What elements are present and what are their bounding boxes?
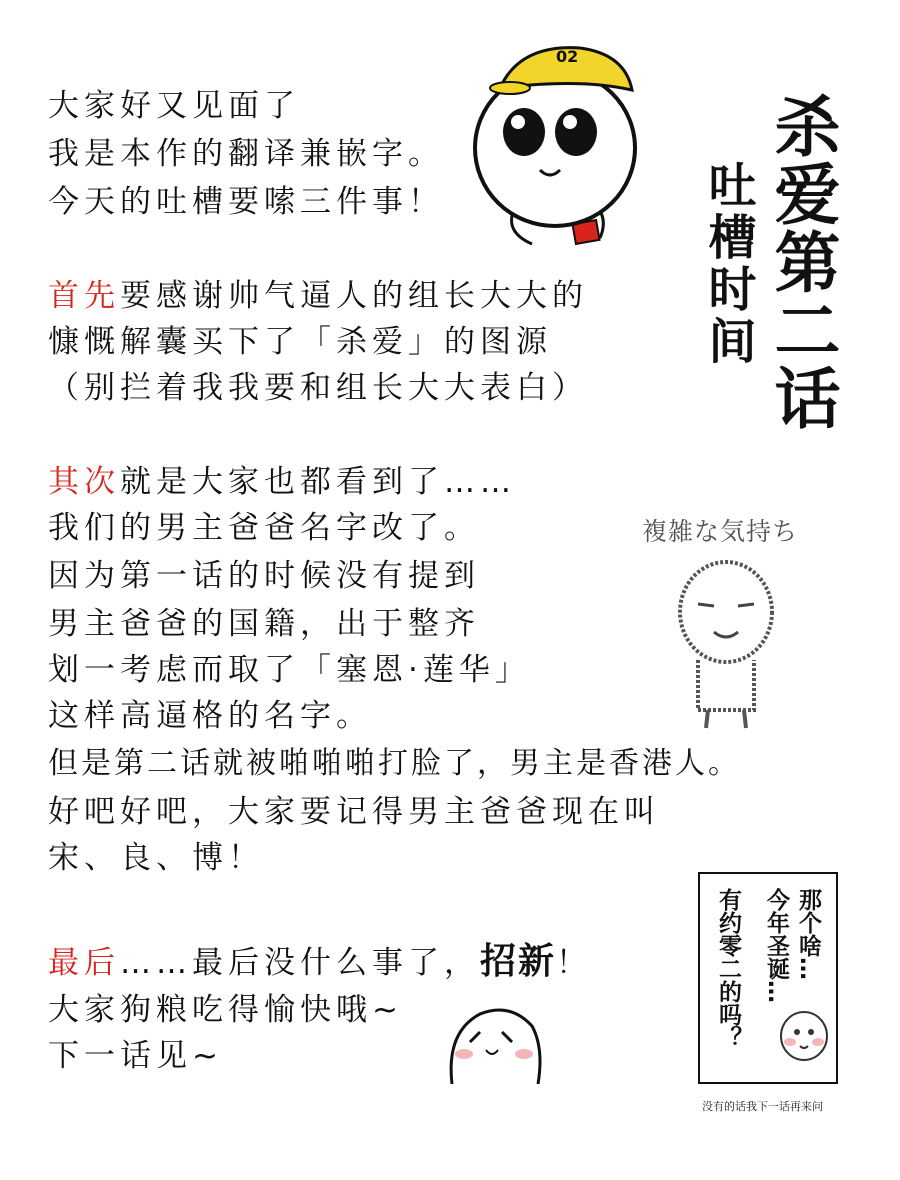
speech-note: 没有的话我下一话再来问 bbox=[702, 1100, 823, 1113]
speech-col-1: 那个啥… bbox=[795, 888, 821, 980]
intro-line-1: 大家好又见面了 bbox=[48, 88, 300, 124]
small-blush-face-illustration bbox=[778, 1008, 830, 1064]
section2-highlight: 其次 bbox=[48, 464, 120, 500]
section3-line-2: 大家狗粮吃得愉快哦~ bbox=[48, 992, 403, 1028]
section2-line-6: 这样高逼格的名字。 bbox=[48, 698, 372, 734]
complicated-feelings-illustration bbox=[668, 552, 788, 732]
section3-end: ！ bbox=[556, 945, 593, 981]
cap-label: 02 bbox=[556, 47, 579, 66]
section1-line-3: （别拦着我我要和组长大大表白） bbox=[48, 370, 588, 406]
page-subtitle: 吐槽时间 bbox=[700, 160, 756, 368]
jp-caption: 複雑な気持ち bbox=[642, 517, 799, 546]
section2-line-5: 划一考虑而取了「塞恩·莲华」 bbox=[48, 652, 531, 688]
section2-line-8: 好吧好吧，大家要记得男主爸爸现在叫 bbox=[48, 794, 660, 830]
section3-rest: ……最后没什么事了， bbox=[120, 945, 480, 981]
section3-line-3: 下一话见~ bbox=[48, 1038, 223, 1074]
speech-box bbox=[698, 872, 838, 1084]
speech-col-2: 今年圣诞… bbox=[763, 888, 789, 1003]
intro-line-2: 我是本作的翻译兼嵌字。 bbox=[48, 136, 444, 172]
intro-line-3: 今天的吐槽要嗦三件事！ bbox=[48, 184, 444, 220]
page-title: 杀爱第二话 bbox=[763, 92, 840, 432]
section2-line-4: 男主爸爸的国籍，出于整齐 bbox=[48, 606, 480, 642]
section3-first-line bbox=[48, 942, 592, 983]
section2-line-2: 我们的男主爸爸名字改了。 bbox=[48, 510, 480, 546]
mascot-body bbox=[475, 48, 635, 244]
section1-first-line bbox=[48, 276, 588, 316]
section2-line-3: 因为第一话的时候没有提到 bbox=[48, 558, 480, 594]
blushing-character-illustration bbox=[440, 992, 550, 1092]
section2-line-9: 宋、良、博！ bbox=[48, 840, 264, 876]
section2-first-line bbox=[48, 462, 516, 502]
section1-highlight: 首先 bbox=[48, 278, 120, 314]
section2-rest: 就是大家也都看到了…… bbox=[120, 464, 516, 500]
mascot-cap-illustration bbox=[460, 30, 650, 260]
section3-highlight: 最后 bbox=[48, 945, 120, 981]
speech-col-3: 有约零二的吗？ bbox=[715, 888, 741, 1049]
section3-bold: 招新 bbox=[480, 941, 557, 982]
section1-rest: 要感谢帅气逼人的组长大大的 bbox=[120, 278, 588, 314]
section1-line-2: 慷慨解囊买下了「杀爱」的图源 bbox=[48, 324, 552, 360]
section2-line-7: 但是第二话就被啪啪啪打脸了，男主是香港人。 bbox=[48, 746, 741, 781]
